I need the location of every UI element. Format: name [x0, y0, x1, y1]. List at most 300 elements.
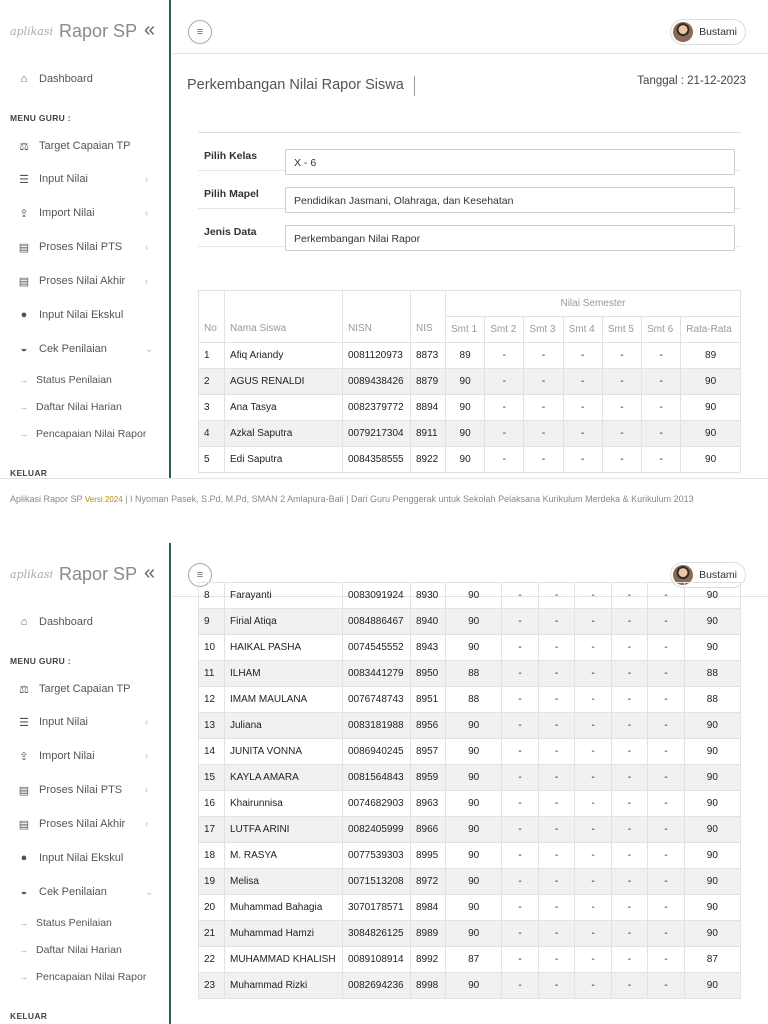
table-cell: -	[648, 843, 684, 869]
table-row	[199, 895, 741, 921]
table-cell: 88	[684, 661, 740, 687]
col-nama: Nama Siswa	[225, 291, 343, 343]
table-row	[199, 635, 741, 661]
table-cell: -	[563, 447, 602, 473]
table-cell: -	[611, 973, 647, 999]
table-cell: Ana Tasya	[225, 395, 343, 421]
collapse-sidebar-icon[interactable]: «	[144, 19, 156, 41]
table-cell: 9	[199, 609, 225, 635]
table-cell: -	[648, 713, 684, 739]
file-icon: ▤	[18, 275, 30, 288]
table-cell: -	[648, 739, 684, 765]
table-cell: 90	[684, 843, 740, 869]
table-cell: -	[648, 947, 684, 973]
sidebar-item-proses-akhir[interactable]	[17, 274, 149, 288]
table-cell: 8989	[411, 921, 446, 947]
table-cell: -	[485, 421, 524, 447]
table-cell: -	[602, 447, 641, 473]
table-cell: -	[524, 447, 563, 473]
col-group-semester: Nilai Semester	[446, 291, 741, 317]
table-cell: 90	[446, 447, 485, 473]
table-cell: 14	[199, 739, 225, 765]
balance-scale-icon: ⚖	[19, 683, 29, 696]
upload-icon: ⇪	[19, 207, 29, 220]
table-cell: -	[611, 661, 647, 687]
form-row-kelas	[198, 133, 741, 171]
table-cell: 0089438426	[343, 369, 411, 395]
table-row	[199, 687, 741, 713]
table-cell: 0089108914	[343, 947, 411, 973]
sidebar-item-label: Target Capaian TP	[39, 140, 131, 152]
page-title: Perkembangan Nilai Rapor Siswa	[187, 76, 415, 96]
table-cell: 8894	[411, 395, 446, 421]
sidebar	[0, 0, 171, 478]
table-cell: -	[538, 687, 574, 713]
screen-top	[0, 0, 768, 478]
chevron-left-icon: ‹	[145, 784, 149, 796]
footer-text: | I Nyoman Pasek, S.Pd, M.Pd, SMAN 2 Amlapura-Bali | Dari Guru Penggerak untuk Sekolah Pelaksana Kurikulum Merdeka & Kurikulum 2013	[125, 494, 694, 504]
col-smt3: Smt 3	[524, 317, 563, 343]
arrow-icon: →	[19, 429, 28, 439]
table-cell: -	[538, 921, 574, 947]
table-cell: -	[575, 765, 611, 791]
sidebar-item-label: Dashboard	[39, 616, 93, 628]
table-row	[199, 661, 741, 687]
table-cell: -	[611, 609, 647, 635]
sidebar-item-input-nilai[interactable]	[17, 172, 149, 186]
col-smt1: Smt 1	[446, 317, 485, 343]
sidebar-sub-label: Daftar Nilai Harian	[36, 401, 122, 413]
table-cell: Farayanti	[225, 583, 343, 609]
footer-app-name: Aplikasi Rapor SP	[10, 494, 83, 504]
table-cell: -	[575, 687, 611, 713]
brand[interactable]	[10, 18, 137, 44]
file-icon: ▤	[18, 784, 30, 797]
sidebar-item-label: Input Nilai	[39, 716, 88, 728]
table-cell: JUNITA VONNA	[225, 739, 343, 765]
table-cell: 0071513208	[343, 869, 411, 895]
sidebar	[0, 543, 171, 1024]
sidebar-item-dashboard[interactable]	[17, 72, 93, 86]
table-cell: -	[575, 635, 611, 661]
table-cell: 8951	[411, 687, 446, 713]
sidebar-item-target-capaian[interactable]	[17, 682, 131, 696]
table-cell: -	[538, 791, 574, 817]
chevron-down-icon: ⌄	[145, 886, 154, 898]
table-cell: Muhammad Rizki	[225, 973, 343, 999]
table-cell: -	[575, 895, 611, 921]
table-cell: -	[502, 895, 538, 921]
table-cell: 20	[199, 895, 225, 921]
sidebar-item-proses-akhir[interactable]	[17, 817, 149, 831]
table-cell: -	[611, 817, 647, 843]
table-cell: 90	[684, 895, 740, 921]
table-cell: 3070178571	[343, 895, 411, 921]
table-cell: -	[602, 421, 641, 447]
table-cell: -	[502, 947, 538, 973]
table-cell: -	[611, 635, 647, 661]
table-cell: -	[502, 843, 538, 869]
sidebar-sub-label: Pencapaian Nilai Rapor	[36, 428, 147, 440]
table-cell: 90	[681, 421, 741, 447]
sidebar-sub-pencapaian[interactable]	[19, 971, 146, 983]
footer-version: Versi 2024	[84, 495, 123, 504]
list-icon: ☰	[19, 173, 29, 186]
hamburger-icon: ≡	[196, 26, 204, 38]
logout-heading: KELUAR	[10, 468, 48, 478]
user-name: Bustami	[699, 569, 737, 581]
table-cell: 22	[199, 947, 225, 973]
table-cell: -	[648, 973, 684, 999]
table-cell: 5	[199, 447, 225, 473]
table-cell: -	[611, 765, 647, 791]
sidebar-item-label: Proses Nilai Akhir	[39, 818, 126, 830]
table-cell: AGUS RENALDI	[225, 369, 343, 395]
sidebar-sub-label: Status Penilaian	[36, 917, 112, 929]
table-cell: 0081120973	[343, 343, 411, 369]
table-cell: -	[502, 817, 538, 843]
file-icon: ▤	[18, 241, 30, 254]
table-cell: -	[575, 713, 611, 739]
chevron-left-icon: ‹	[145, 241, 149, 253]
table-cell: -	[642, 447, 681, 473]
sidebar-item-proses-pts[interactable]	[17, 783, 149, 797]
table-cell: 90	[446, 395, 485, 421]
table-cell: 90	[681, 395, 741, 421]
file-icon: ▤	[18, 818, 30, 831]
table-cell: 18	[199, 843, 225, 869]
table-cell: -	[611, 687, 647, 713]
table-cell: 0083181988	[343, 713, 411, 739]
logout-heading: KELUAR	[10, 1011, 48, 1021]
sidebar-item-label: Import Nilai	[39, 750, 95, 762]
form-row-mapel	[198, 171, 741, 209]
sidebar-item-label: Target Capaian TP	[39, 683, 131, 695]
table-cell: -	[563, 395, 602, 421]
chevron-left-icon: ‹	[145, 207, 149, 219]
table-cell: 90	[446, 739, 502, 765]
table-cell: -	[575, 791, 611, 817]
table-cell: -	[538, 583, 574, 609]
ball-icon: ●	[20, 852, 28, 864]
table-cell: Azkal Saputra	[225, 421, 343, 447]
mapel-select[interactable]: Pendidikan Jasmani, Olahraga, dan Kesehatan	[285, 187, 735, 213]
table-cell: -	[485, 369, 524, 395]
table-cell: -	[648, 635, 684, 661]
sidebar-item-cek-penilaian[interactable]	[17, 885, 154, 899]
table-cell: 13	[199, 713, 225, 739]
table-cell: -	[538, 713, 574, 739]
table-row	[199, 739, 741, 765]
table-cell: 90	[684, 739, 740, 765]
table-cell: -	[602, 343, 641, 369]
arrow-icon: →	[19, 918, 28, 928]
table-cell: -	[502, 713, 538, 739]
filter-form	[198, 132, 741, 247]
chevron-left-icon: ‹	[145, 275, 149, 287]
table-cell: -	[502, 583, 538, 609]
sidebar-item-target-capaian[interactable]	[17, 139, 131, 153]
table-cell: Edi Saputra	[225, 447, 343, 473]
table-row	[199, 609, 741, 635]
sidebar-item-label: Import Nilai	[39, 207, 95, 219]
sidebar-sub-status[interactable]	[19, 917, 112, 929]
table-row	[199, 817, 741, 843]
sidebar-sub-daftar[interactable]	[19, 401, 122, 413]
table-cell: MUHAMMAD KHALISH	[225, 947, 343, 973]
menu-heading: MENU GURU :	[10, 113, 71, 123]
table-cell: -	[575, 739, 611, 765]
table-cell: -	[642, 421, 681, 447]
table-cell: 8984	[411, 895, 446, 921]
sidebar-item-label: Proses Nilai PTS	[39, 241, 123, 253]
table-cell: -	[524, 395, 563, 421]
table-cell: -	[648, 921, 684, 947]
table-cell: -	[485, 395, 524, 421]
table-cell: 89	[446, 343, 485, 369]
chevron-down-icon: ⌄	[145, 343, 154, 355]
list-icon: ☰	[19, 716, 29, 729]
table-cell: 90	[446, 973, 502, 999]
table-row	[199, 343, 741, 369]
table-cell: 8950	[411, 661, 446, 687]
table-cell: 2	[199, 369, 225, 395]
table-row	[199, 765, 741, 791]
form-row-jenis	[198, 209, 741, 247]
table-cell: 8995	[411, 843, 446, 869]
table-cell: -	[611, 869, 647, 895]
table-cell: -	[524, 369, 563, 395]
table-cell: 87	[446, 947, 502, 973]
sidebar-item-input-nilai[interactable]	[17, 715, 149, 729]
table-cell: -	[575, 921, 611, 947]
table-cell: LUTFA ARINI	[225, 817, 343, 843]
table-cell: -	[538, 765, 574, 791]
table-cell: -	[575, 817, 611, 843]
table-cell: 8940	[411, 609, 446, 635]
col-nis: NIS	[411, 291, 446, 343]
table-cell: 0074545552	[343, 635, 411, 661]
table-cell: -	[648, 609, 684, 635]
chevron-left-icon: ‹	[145, 750, 149, 762]
sidebar-sub-pencapaian[interactable]	[19, 428, 146, 440]
table-row	[199, 843, 741, 869]
table-cell: -	[538, 843, 574, 869]
table-cell: 90	[684, 713, 740, 739]
table-cell: -	[502, 973, 538, 999]
table-cell: 90	[446, 843, 502, 869]
table-cell: -	[648, 869, 684, 895]
table-cell: -	[524, 343, 563, 369]
sidebar-sub-status[interactable]	[19, 374, 112, 386]
table-cell: 0082405999	[343, 817, 411, 843]
table-cell: 8966	[411, 817, 446, 843]
sidebar-item-cek-penilaian[interactable]	[17, 342, 154, 356]
chevron-left-icon: ‹	[145, 716, 149, 728]
sidebar-sub-label: Daftar Nilai Harian	[36, 944, 122, 956]
table-cell: 0084886467	[343, 609, 411, 635]
table-cell: 90	[446, 895, 502, 921]
table-row	[199, 369, 741, 395]
table-cell: 10	[199, 635, 225, 661]
upload-icon: ⇪	[19, 750, 29, 763]
table-cell: 0077539303	[343, 843, 411, 869]
table-cell: -	[611, 895, 647, 921]
table-cell: -	[648, 687, 684, 713]
table-cell: -	[502, 739, 538, 765]
sidebar-item-label: Input Nilai	[39, 173, 88, 185]
table-cell: 90	[684, 817, 740, 843]
sidebar-item-import-nilai[interactable]	[17, 206, 149, 220]
table-cell: -	[575, 661, 611, 687]
table-cell: 90	[684, 765, 740, 791]
table-cell: M. RASYA	[225, 843, 343, 869]
table-cell: 90	[446, 713, 502, 739]
kelas-label: Pilih Kelas	[204, 150, 258, 162]
table-cell: -	[563, 343, 602, 369]
table-cell: -	[648, 765, 684, 791]
table-cell: -	[538, 895, 574, 921]
table-cell: -	[611, 713, 647, 739]
table-cell: 89	[681, 343, 741, 369]
sidebar-item-proses-pts[interactable]	[17, 240, 149, 254]
table-row	[199, 869, 741, 895]
table-row	[199, 421, 741, 447]
kelas-select[interactable]: X - 6	[285, 149, 735, 175]
table-cell: -	[575, 869, 611, 895]
sidebar-item-dashboard[interactable]	[17, 615, 93, 629]
table-cell: -	[611, 921, 647, 947]
table-cell: -	[611, 583, 647, 609]
ball-icon: ●	[20, 309, 28, 321]
table-cell: -	[611, 843, 647, 869]
table-cell: Firial Atiqa	[225, 609, 343, 635]
user-menu[interactable]	[670, 19, 746, 45]
table-row	[199, 791, 741, 817]
col-smt2: Smt 2	[485, 317, 524, 343]
table-cell: -	[502, 609, 538, 635]
table-cell: 90	[684, 609, 740, 635]
table-cell: IMAM MAULANA	[225, 687, 343, 713]
chart-icon: ◒	[20, 343, 28, 355]
table-cell: 90	[446, 583, 502, 609]
table-cell: -	[502, 869, 538, 895]
chart-icon: ◒	[20, 886, 28, 898]
table-cell: 8879	[411, 369, 446, 395]
table-cell: 90	[446, 635, 502, 661]
table-cell: 8	[199, 583, 225, 609]
table-cell: 8930	[411, 583, 446, 609]
table-cell: -	[611, 947, 647, 973]
sidebar-item-label: Input Nilai Ekskul	[39, 309, 124, 321]
table-cell: -	[538, 635, 574, 661]
brand-title: Rapor SP	[59, 563, 138, 584]
table-cell: Muhammad Hamzi	[225, 921, 343, 947]
table-cell: -	[502, 635, 538, 661]
table-cell: 88	[446, 687, 502, 713]
table-cell: -	[648, 895, 684, 921]
table-cell: -	[575, 609, 611, 635]
table-cell: 8992	[411, 947, 446, 973]
col-nisn: NISN	[343, 291, 411, 343]
jenis-select[interactable]: Perkembangan Nilai Rapor	[285, 225, 735, 251]
table-cell: -	[575, 973, 611, 999]
sidebar-item-label: Dashboard	[39, 73, 93, 85]
sidebar-item-input-ekskul[interactable]	[17, 308, 123, 322]
menu-heading: MENU GURU :	[10, 656, 71, 666]
table-cell: 8959	[411, 765, 446, 791]
collapse-sidebar-icon[interactable]: «	[144, 562, 156, 584]
col-smt4: Smt 4	[563, 317, 602, 343]
table-cell: 87	[684, 947, 740, 973]
table-cell: -	[538, 739, 574, 765]
table-cell: 17	[199, 817, 225, 843]
sidebar-item-input-ekskul[interactable]	[17, 851, 123, 865]
table-cell: -	[611, 791, 647, 817]
sidebar-item-label: Input Nilai Ekskul	[39, 852, 124, 864]
table-cell: 88	[684, 687, 740, 713]
table-cell: -	[485, 447, 524, 473]
sidebar-sub-daftar[interactable]	[19, 944, 122, 956]
table-cell: 21	[199, 921, 225, 947]
arrow-icon: →	[19, 972, 28, 982]
table-cell: 90	[446, 869, 502, 895]
table-cell: -	[502, 765, 538, 791]
table-cell: 12	[199, 687, 225, 713]
brand[interactable]	[10, 561, 137, 587]
mapel-label: Pilih Mapel	[204, 188, 259, 200]
table-cell: 88	[446, 661, 502, 687]
table-cell: 90	[446, 765, 502, 791]
col-smt5: Smt 5	[602, 317, 641, 343]
table-cell: 8998	[411, 973, 446, 999]
footer	[0, 478, 768, 543]
table-cell: 8911	[411, 421, 446, 447]
table-row	[199, 447, 741, 473]
menu-toggle-button[interactable]	[188, 20, 212, 44]
table-cell: HAIKAL PASHA	[225, 635, 343, 661]
table-cell: Afiq Ariandy	[225, 343, 343, 369]
table-cell: -	[642, 343, 681, 369]
table-row	[199, 973, 741, 999]
table-cell: -	[611, 739, 647, 765]
table-cell: -	[648, 661, 684, 687]
table-cell: 3084826125	[343, 921, 411, 947]
col-rata: Rata-Rata	[681, 317, 741, 343]
table-cell: 8922	[411, 447, 446, 473]
table-cell: 8943	[411, 635, 446, 661]
home-icon: ⌂	[20, 616, 28, 628]
table-cell: 0079217304	[343, 421, 411, 447]
table-cell: 0083441279	[343, 661, 411, 687]
sidebar-item-import-nilai[interactable]	[17, 749, 149, 763]
table-cell: 90	[684, 635, 740, 661]
topbar	[173, 0, 768, 54]
table-cell: -	[575, 947, 611, 973]
table-cell: 90	[446, 609, 502, 635]
table-cell: 8972	[411, 869, 446, 895]
brand-logo: aplikasi	[10, 567, 54, 581]
sidebar-item-label: Cek Penilaian	[39, 886, 107, 898]
table-row	[199, 921, 741, 947]
table-cell: 3	[199, 395, 225, 421]
table-cell: -	[648, 583, 684, 609]
table-cell: -	[485, 343, 524, 369]
table-cell: 90	[684, 791, 740, 817]
table-cell: Khairunnisa	[225, 791, 343, 817]
table-cell: 90	[684, 921, 740, 947]
sidebar-item-label: Cek Penilaian	[39, 343, 107, 355]
